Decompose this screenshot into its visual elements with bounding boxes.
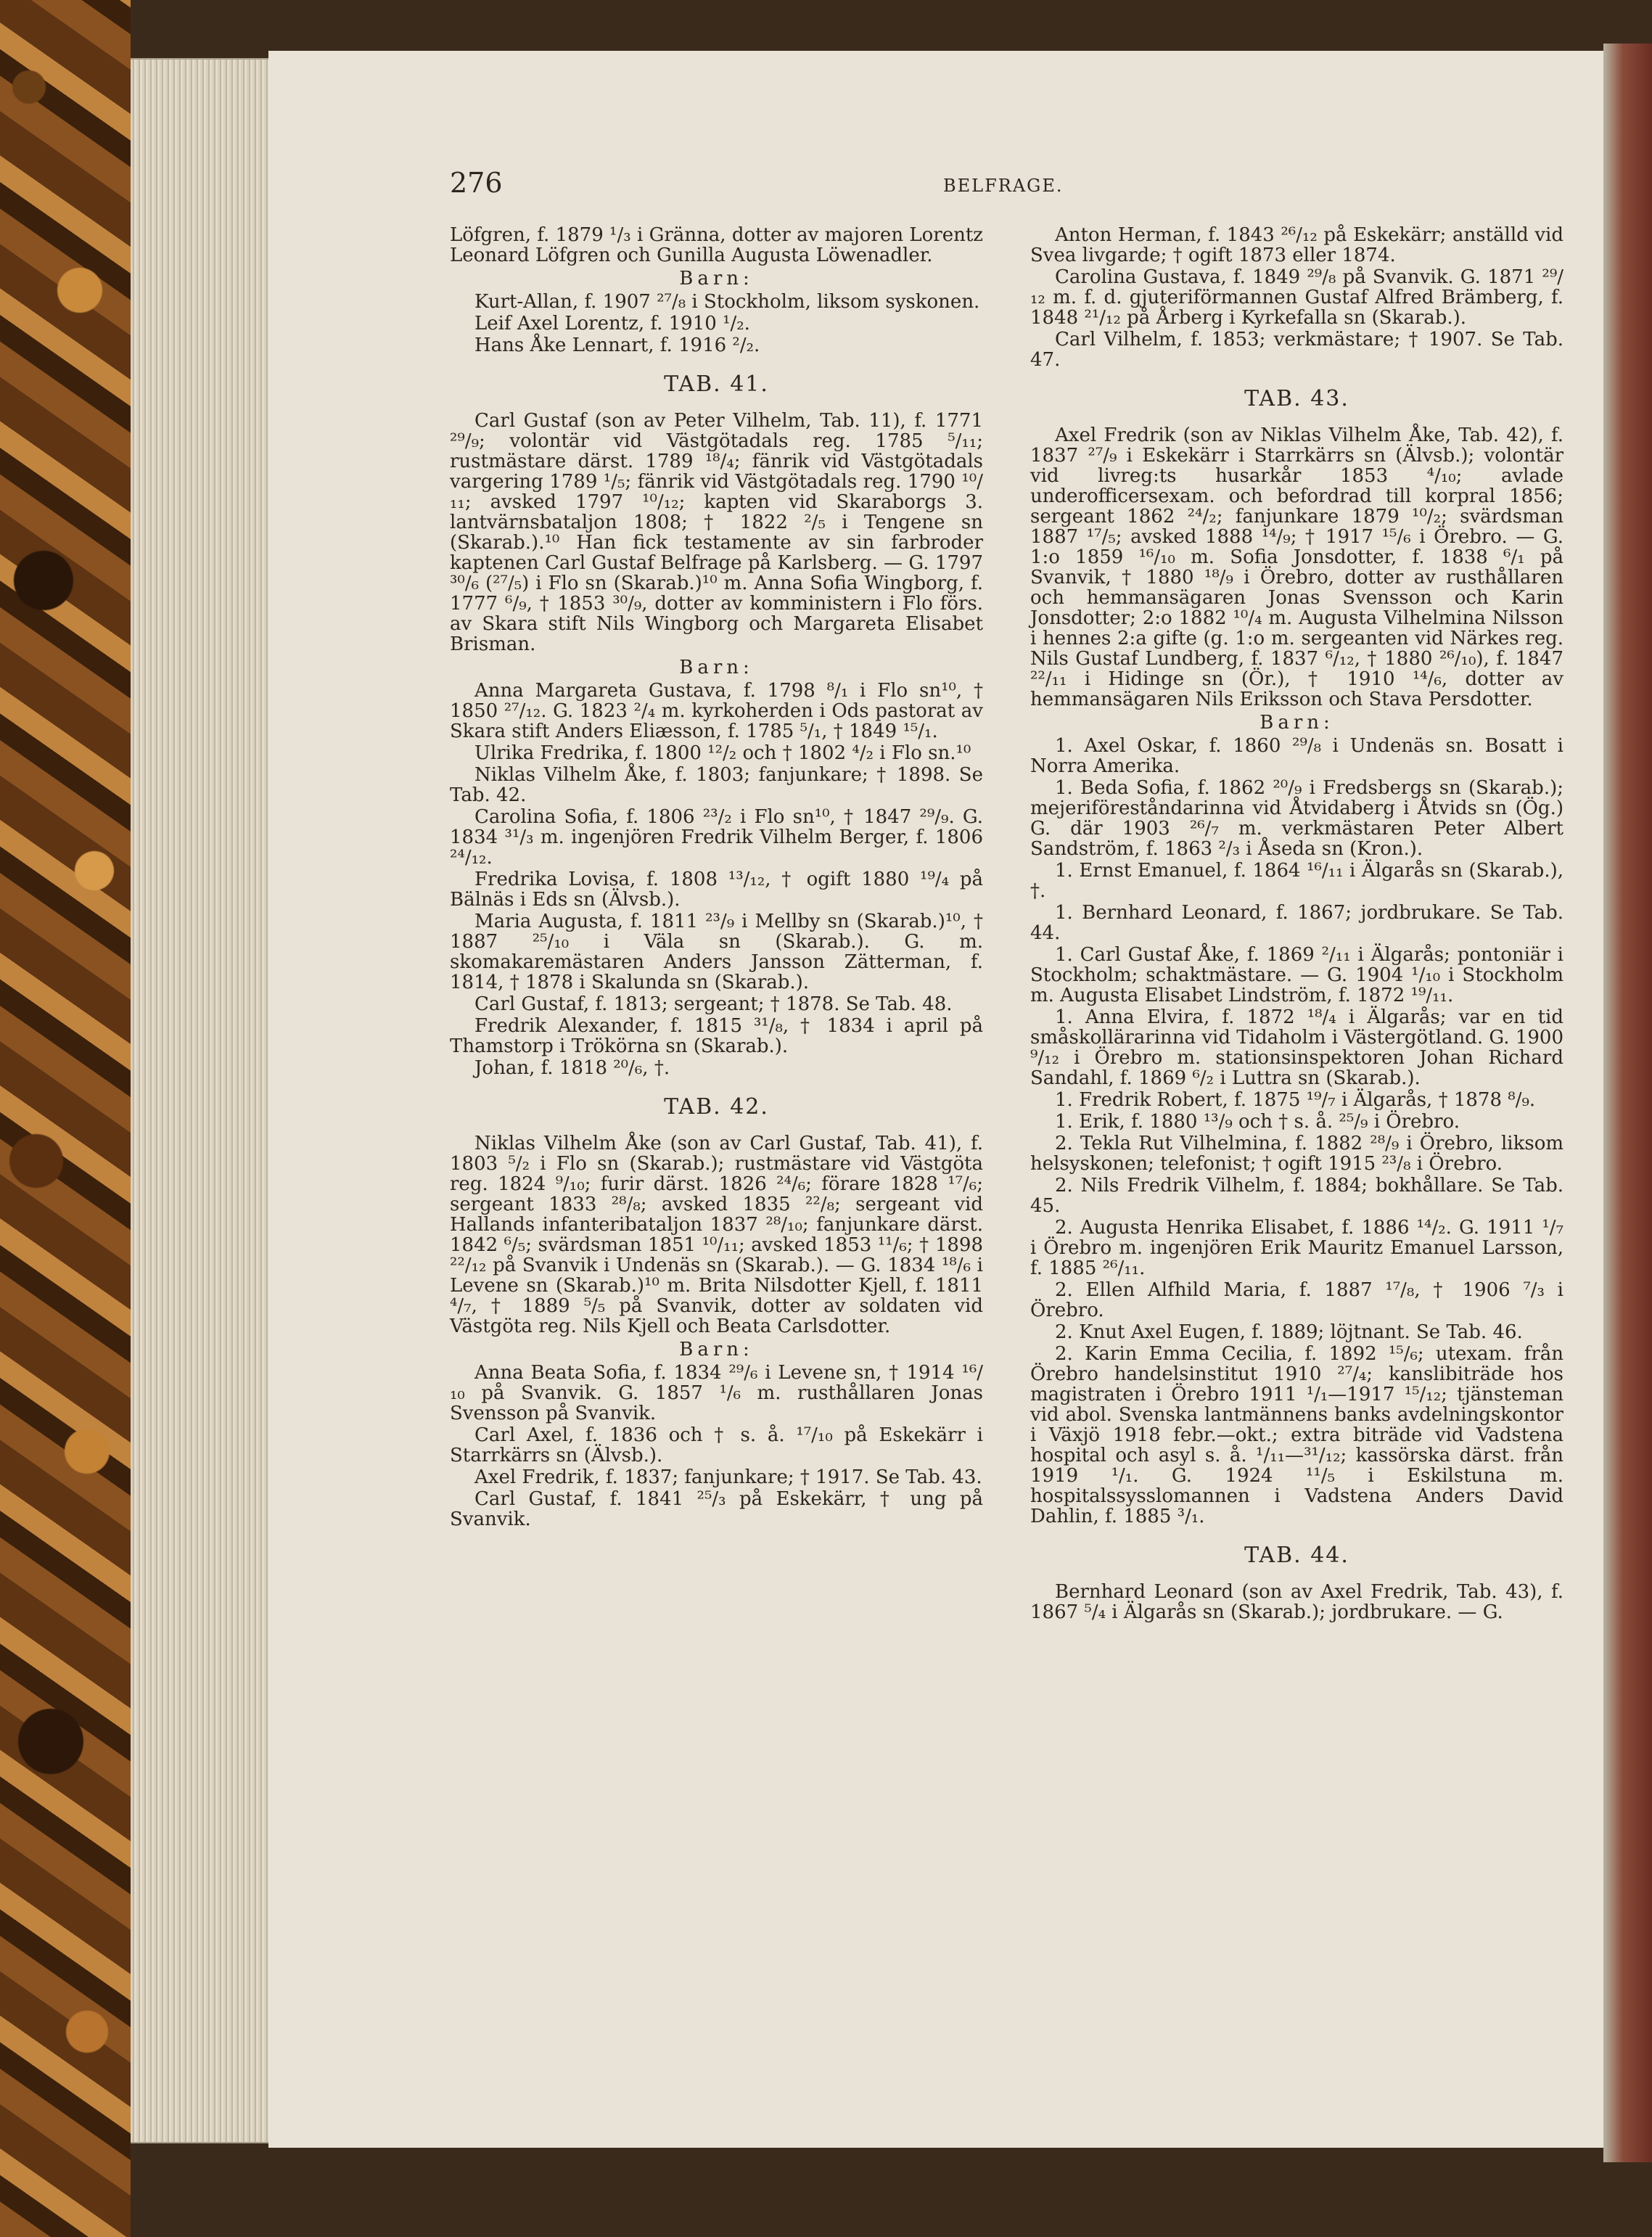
children-heading: Barn:	[679, 1339, 754, 1360]
book-binding-edge	[1603, 44, 1652, 2162]
table-heading: TAB. 44.	[1244, 1543, 1349, 1568]
book-page	[268, 51, 1603, 2148]
entry-paragraph: Axel Fredrik (son av Niklas Vilhelm Åke, Tab. 42), f. 1837 ²⁷/₉ i Eskekärr i Starrkärrs sn (Älvsb.); volontär vid livreg:ts husarkår 1853 ⁴/₁₀; avlade underofficersexam. och befordrad till korpral 1856; sergeant 1862 ²⁴/₂; fanjunkare 1879 ¹⁰/₂; svärdsman 1887 ¹⁷/₅; avsked 1888 ¹⁴/₉; † 1917 ¹⁵/₆ i Örebro. — G. 1:o 1859 ¹⁶/₁₀ m. Sofia Jonsdotter, f. 1838 ⁶/₁ på Svanvik, † 1880 ¹⁸/₉ i Örebro, dotter av rusthållaren och hemmansägaren Jonas Svensson och Karin Jonsdotter; 2:o 1882 ¹⁰/₄ m. Augusta Vilhelmina Nilsson i hennes 2:a gifte (g. 1:o m. sergeanten vid Närkes reg. Nils Gustaf Lundberg, f. 1837 ⁶/₁₂, † 1880 ²⁶/₁₀), f. 1847 ²²/₁₁ i Hidinge sn (Ör.), † 1910 ¹⁴/₆, dotter av hemmansägaren Nils Eriksson och Stava Persdotter.	[1030, 424, 1563, 710]
entry-paragraph: Bernhard Leonard (son av Axel Fredrik, Tab. 43), f. 1867 ⁵/₄ i Älgarås sn (Skarab.); jordbrukare. — G.	[1030, 1581, 1563, 1623]
entry-paragraph: 1. Carl Gustaf Åke, f. 1869 ²/₁₁ i Älgarås; pontoniär i Stockholm; schaktmästare. — G. 1904 ¹/₁₀ i Stockholm m. Augusta Elisabet Lindström, f. 1872 ¹⁹/₁₁.	[1030, 944, 1563, 1006]
entry-paragraph: Niklas Vilhelm Åke (son av Carl Gustaf, Tab. 41), f. 1803 ⁵/₂ i Flo sn (Skarab.); rustmästare vid Västgöta reg. 1824 ⁹/₁₀; furir därst. 1826 ²⁴/₆; förare 1828 ¹⁷/₆; sergeant 1833 ²⁸/₈; avsked 1835 ²²/₈; sergeant vid Hallands infanteribataljon 1837 ²⁸/₁₀; fanjunkare därst. 1842 ⁶/₅; svärdsman 1851 ¹⁰/₁₁; avsked 1853 ¹¹/₆; † 1898 ²²/₁₂ på Svanvik i Undenäs sn (Skarab.). — G. 1834 ¹⁸/₆ i Levene sn (Skarab.)¹⁰ m. Brita Nilsdotter Kjell, f. 1811 ⁴/₇, † 1889 ⁵/₅ på Svanvik, dotter av soldaten vid Västgöta reg. Nils Kjell och Beata Carlsdotter.	[450, 1133, 983, 1337]
entry-paragraph: Löfgren, f. 1879 ¹/₃ i Gränna, dotter av majoren Lorentz Leonard Löfgren och Gunilla Augusta Löwenadler.	[450, 224, 983, 266]
table-heading: TAB. 43.	[1244, 386, 1349, 411]
entry-paragraph: Anna Beata Sofia, f. 1834 ²⁹/₆ i Levene sn, † 1914 ¹⁶/₁₀ på Svanvik. G. 1857 ¹/₆ m. rusthållaren Jonas Svensson på Svanvik.	[450, 1362, 983, 1424]
entry-paragraph: 2. Tekla Rut Vilhelmina, f. 1882 ²⁸/₉ i Örebro, liksom helsyskonen; telefonist; † ogift 1915 ²³/₈ i Örebro.	[1030, 1133, 1563, 1175]
entry-paragraph: 1. Beda Sofia, f. 1862 ²⁰/₉ i Fredsbergs sn (Skarab.); mejeriföreståndarinna vid Åtvidaberg i Åtvids sn (Ög.) G. där 1903 ²⁶/₇ m. verkmästaren Peter Albert Sandström, f. 1863 ²/₃ i Åseda sn (Kron.).	[1030, 777, 1563, 860]
entry-paragraph: 1. Ernst Emanuel, f. 1864 ¹⁶/₁₁ i Älgarås sn (Skarab.), †.	[1030, 860, 1563, 902]
entry-paragraph: 1. Anna Elvira, f. 1872 ¹⁸/₄ i Älgarås; var en tid småskollärarinna vid Tidaholm i Västergötland. G. 1900 ⁹/₁₂ i Örebro m. stationsinspektoren Johan Richard Sandahl, f. 1869 ⁶/₂ i Luttra sn (Skarab.).	[1030, 1006, 1563, 1089]
entry-paragraph: Carl Gustaf, f. 1841 ²⁵/₃ på Eskekärr, † ung på Svanvik.	[450, 1488, 983, 1530]
page-number: 276	[450, 167, 503, 199]
entry-paragraph: Axel Fredrik, f. 1837; fanjunkare; † 1917. Se Tab. 43.	[474, 1466, 982, 1488]
entry-paragraph: Ulrika Fredrika, f. 1800 ¹²/₂ och † 1802 ⁴/₂ i Flo sn.¹⁰	[474, 742, 971, 764]
entry-paragraph: Kurt-Allan, f. 1907 ²⁷/₈ i Stockholm, liksom syskonen.	[474, 291, 980, 313]
entry-paragraph: Carl Vilhelm, f. 1853; verkmästare; † 1907. Se Tab. 47.	[1030, 329, 1563, 371]
left-column	[450, 225, 983, 1531]
entry-paragraph: 2. Knut Axel Eugen, f. 1889; löjtnant. Se Tab. 46.	[1055, 1321, 1523, 1343]
entry-paragraph: Hans Åke Lennart, f. 1916 ²/₂.	[474, 334, 760, 356]
entry-paragraph: 1. Fredrik Robert, f. 1875 ¹⁹/₇ i Älgarås, † 1878 ⁸/₉.	[1055, 1089, 1536, 1111]
entry-paragraph: Fredrik Alexander, f. 1815 ³¹/₈, † 1834 i april på Thamstorp i Trökörna sn (Skarab.).	[450, 1015, 983, 1057]
children-heading: Barn:	[679, 268, 754, 290]
entry-paragraph: 2. Nils Fredrik Vilhelm, f. 1884; bokhållare. Se Tab. 45.	[1030, 1175, 1563, 1217]
entry-paragraph: 1. Bernhard Leonard, f. 1867; jordbrukare. Se Tab. 44.	[1030, 902, 1563, 944]
entry-paragraph: Carolina Sofia, f. 1806 ²³/₂ i Flo sn¹⁰, † 1847 ²⁹/₉. G. 1834 ³¹/₃ m. ingenjören Fredrik Vilhelm Berger, f. 1806 ²⁴/₁₂.	[450, 806, 983, 869]
page-edges	[131, 58, 268, 2143]
entry-paragraph: Carl Axel, f. 1836 och † s. å. ¹⁷/₁₀ på Eskekärr i Starrkärrs sn (Älvsb.).	[450, 1424, 983, 1466]
children-heading: Barn:	[679, 657, 754, 678]
running-title: BELFRAGE.	[943, 176, 1064, 196]
entry-paragraph: Carolina Gustava, f. 1849 ²⁹/₈ på Svanvik. G. 1871 ²⁹/₁₂ m. f. d. gjuteriförmannen Gustaf Alfred Brämberg, f. 1848 ²¹/₁₂ på Årberg i Kyrkefalla sn (Skarab.).	[1030, 266, 1563, 329]
table-heading: TAB. 42.	[664, 1094, 769, 1120]
entry-paragraph: 1. Axel Oskar, f. 1860 ²⁹/₈ i Undenäs sn. Bosatt i Norra Amerika.	[1030, 735, 1563, 777]
entry-paragraph: Carl Gustaf (son av Peter Vilhelm, Tab. 11), f. 1771 ²⁹/₉; volontär vid Västgötadals reg. 1785 ⁵/₁₁; rustmästare därst. 1789 ¹⁸/₄; fänrik vid Västgötadals vargering 1789 ¹/₅; fänrik vid Västgötadals reg. 1790 ¹⁰/₁₁; avsked 1797 ¹⁰/₁₂; kapten vid Skaraborgs 3. lantvärnsbataljon 1808; † 1822 ²/₅ i Tengene sn (Skarab.).¹⁰ Han fick testamente av sin farbroder kaptenen Carl Gustaf Belfrage på Karlsberg. — G. 1797 ³⁰/₆ (²⁷/₅) i Flo sn (Skarab.)¹⁰ m. Anna Sofia Wingborg, f. 1777 ⁶/₉, † 1853 ³⁰/₉, dotter av komministern i Flo förs. av Skara stift Nils Wingborg och Margareta Elisabet Brisman.	[450, 410, 983, 655]
entry-paragraph: 2. Ellen Alfhild Maria, f. 1887 ¹⁷/₈, † 1906 ⁷/₃ i Örebro.	[1030, 1279, 1563, 1321]
entry-paragraph: Maria Augusta, f. 1811 ²³/₉ i Mellby sn (Skarab.)¹⁰, † 1887 ²⁵/₁₀ i Väla sn (Skarab.). G. m. skomakaremästaren Anders Jansson Zätterman, f. 1814, † 1878 i Skalunda sn (Skarab.).	[450, 911, 983, 993]
entry-paragraph: Carl Gustaf, f. 1813; sergeant; † 1878. Se Tab. 48.	[474, 993, 953, 1015]
book-cover-marbled	[0, 0, 131, 2237]
entry-paragraph: 1. Erik, f. 1880 ¹³/₉ och † s. å. ²⁵/₉ i Örebro.	[1055, 1111, 1460, 1133]
entry-paragraph: Anton Herman, f. 1843 ²⁶/₁₂ på Eskekärr; anställd vid Svea livgarde; † ogift 1873 eller 1874.	[1030, 224, 1563, 266]
entry-paragraph: Leif Axel Lorentz, f. 1910 ¹/₂.	[474, 313, 750, 334]
entry-paragraph: Niklas Vilhelm Åke, f. 1803; fanjunkare; † 1898. Se Tab. 42.	[450, 764, 983, 806]
entry-paragraph: Johan, f. 1818 ²⁰/₆, †.	[474, 1057, 670, 1079]
entry-paragraph: 2. Augusta Henrika Elisabet, f. 1886 ¹⁴/₂. G. 1911 ¹/₇ i Örebro m. ingenjören Erik Mauritz Emanuel Larsson, f. 1885 ²⁶/₁₁.	[1030, 1217, 1563, 1279]
entry-paragraph: Anna Margareta Gustava, f. 1798 ⁸/₁ i Flo sn¹⁰, † 1850 ²⁷/₁₂. G. 1823 ²/₄ m. kyrkoherden i Ods pastorat av Skara stift Anders Eliæsson, f. 1785 ⁵/₁, † 1849 ¹⁵/₁.	[450, 680, 983, 742]
right-column	[1030, 225, 1563, 1624]
entry-paragraph: Fredrika Lovisa, f. 1808 ¹³/₁₂, † ogift 1880 ¹⁹/₄ på Bälnäs i Eds sn (Älvsb.).	[450, 869, 983, 911]
entry-paragraph: 2. Karin Emma Cecilia, f. 1892 ¹⁵/₆; utexam. från Örebro handelsinstitut 1910 ²⁷/₄; kanslibiträde hos magistraten i Örebro 1911 ¹/₁—1917 ¹⁵/₁₂; tjänsteman vid abol. Svenska lantmännens banks avdelningskontor i Växjö 1918 febr.—okt.; extra biträde vid Vadstena hospital och asyl s. å. ¹/₁₁—³¹/₁₂; kassörska därst. från 1919 ¹/₁. G. 1924 ¹¹/₅ i Eskilstuna m. hospitalssysslomannen i Vadstena Anders David Dahlin, f. 1885 ³/₁.	[1030, 1343, 1563, 1527]
table-heading: TAB. 41.	[664, 372, 769, 397]
children-heading: Barn:	[1259, 712, 1334, 734]
